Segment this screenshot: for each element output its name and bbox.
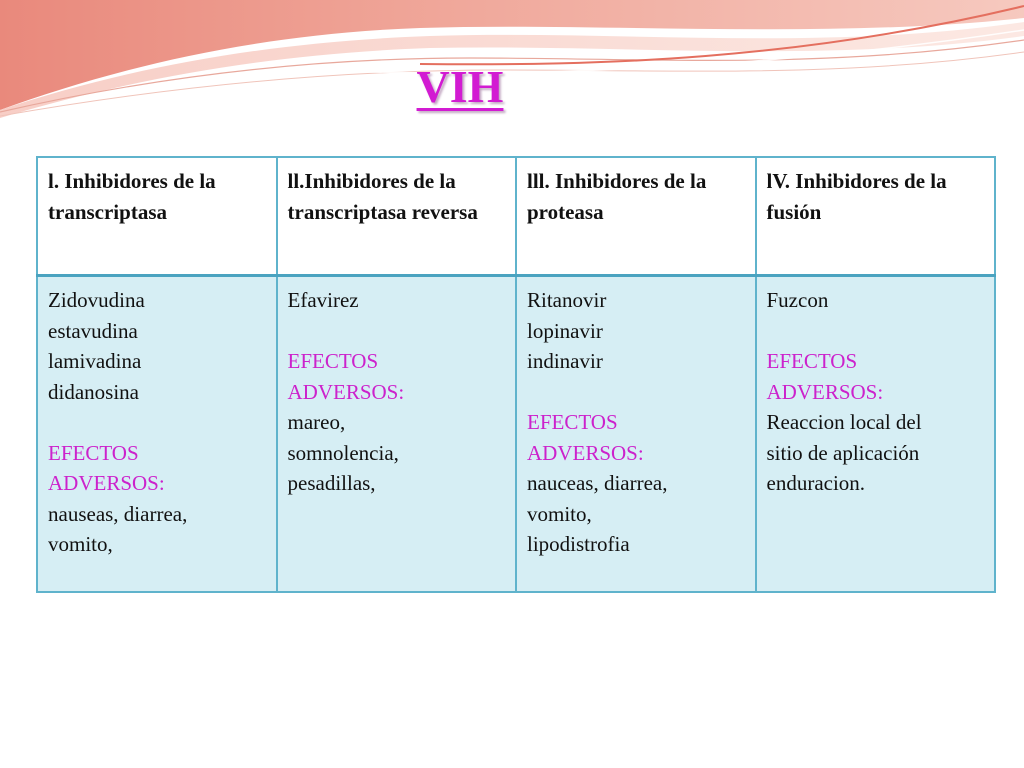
adverse-effect: somnolencia, <box>287 440 399 465</box>
adverse-effect: pesadillas, <box>287 471 376 495</box>
vih-drug-table <box>36 156 996 593</box>
adverse-label: ADVERSOS: <box>766 379 884 404</box>
drug-name: estavudina <box>48 318 138 343</box>
spacer <box>527 377 745 408</box>
adverse-effect: nauceas, diarrea, <box>527 471 668 495</box>
adverse-label: EFECTOS <box>287 349 379 373</box>
drug-name: lopinavir <box>527 318 603 343</box>
adverse-label: ADVERSOS: <box>48 471 165 495</box>
header-cell: l. Inhibidores de la transcriptasa <box>37 157 277 276</box>
drug-cell-proteasa <box>516 276 756 593</box>
drug-cell-fusion <box>756 276 996 593</box>
spacer <box>48 407 266 438</box>
spacer <box>288 316 506 347</box>
adverse-effect: enduracion. <box>766 471 866 495</box>
slide-title: VIH <box>416 61 504 112</box>
adverse-effect: vomito, <box>527 501 592 526</box>
table-header-row <box>37 157 995 276</box>
adverse-label: ADVERSOS: <box>527 440 644 465</box>
adverse-effect: lipodistrofia <box>527 532 630 556</box>
adverse-effect: vomito, <box>48 532 113 556</box>
drug-cell-transcriptasa-reversa <box>277 276 517 593</box>
header-cell: ll.Inhibidores de la transcriptasa reversa <box>277 157 517 276</box>
drug-name: Zidovudina <box>48 288 145 312</box>
drug-name: Fuzcon <box>766 288 829 312</box>
spacer <box>767 316 985 347</box>
drug-name: lamivadina <box>48 349 142 373</box>
adverse-label: EFECTOS <box>766 349 858 373</box>
adverse-effect: nauseas, diarrea, <box>48 501 188 526</box>
adverse-effect: sitio de aplicación <box>766 440 920 465</box>
drug-name: Ritanovir <box>527 288 607 312</box>
adverse-effect: mareo, <box>287 410 346 434</box>
drug-name: didanosina <box>48 379 139 404</box>
adverse-label: ADVERSOS: <box>287 379 405 404</box>
adverse-label: EFECTOS <box>527 410 618 434</box>
adverse-label: EFECTOS <box>48 440 139 465</box>
drug-name: indinavir <box>527 349 603 373</box>
table-row <box>37 276 995 593</box>
adverse-effect: Reaccion local del <box>766 410 922 434</box>
drug-name: Efavirez <box>287 288 359 312</box>
drug-cell-transcriptasa <box>37 276 277 593</box>
header-cell: lV. Inhibidores de la fusión <box>756 157 996 276</box>
header-cell: lll. Inhibidores de la proteasa <box>516 157 756 276</box>
